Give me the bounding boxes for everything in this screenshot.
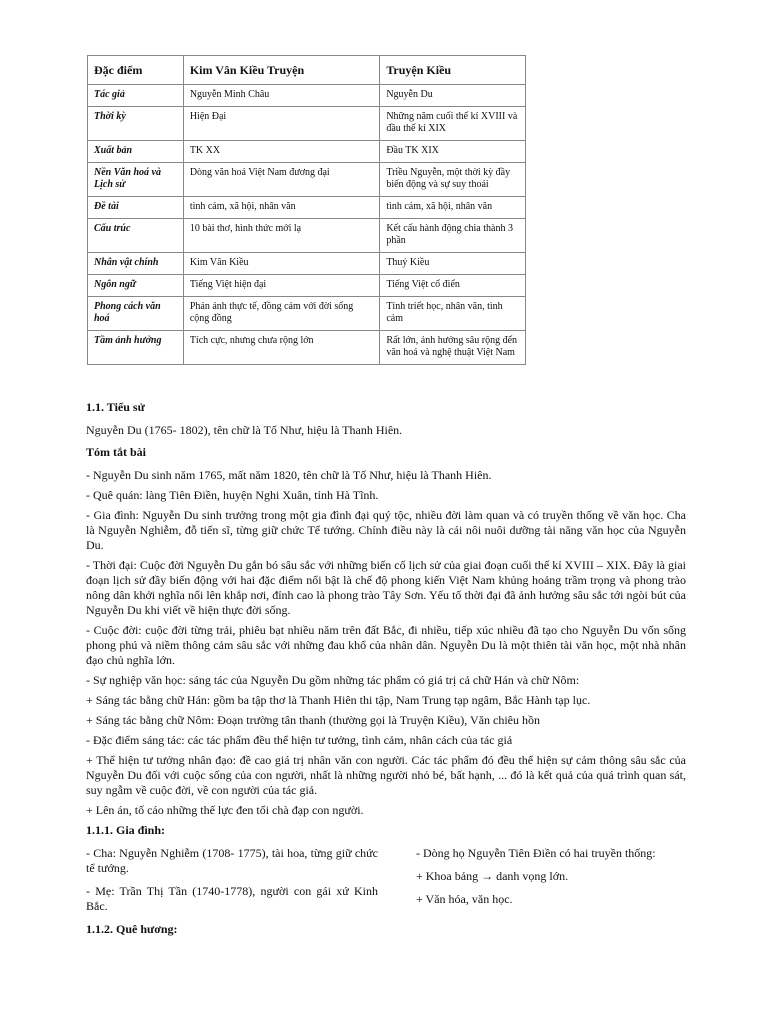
paragraph: + Thể hiện tư tưởng nhân đạo: đề cao giá trị nhân văn con người. Các tác phẩm đó đều thể hiện sự cảm thông sâu sắc của Nguyễn Du đối với cuộc sống của con người, nhất là những người nhỏ bé, bất hạnh, ... đó là kết quả của quá trình quan sát, suy ngẫm về cuộc đời, về con người của tác giả. [86,753,686,797]
subsection-heading: 1.1.1. Gia đình: [86,823,166,837]
table-row [88,107,526,141]
table-row [88,197,526,219]
left-column [86,846,378,922]
table-cell: TK XX [183,141,380,163]
subsection-heading: 1.1.2. Quê hương: [86,922,178,936]
two-column-block [86,846,686,922]
table-cell: Kim Vân Kiều [183,253,380,275]
table-cell: Nền Văn hoá và Lịch sử [88,163,184,197]
right-column [416,846,686,922]
table-cell: Nhân vật chính [88,253,184,275]
table-cell: Tác giả [88,85,184,107]
list-item: - Mẹ: Trần Thị Tần (1740-1778), người con gái xứ Kinh Bắc. [86,884,378,913]
comparison-table [87,55,526,365]
table-header-cell: Kim Vân Kiều Truyện [183,56,380,85]
table-cell: Triều Nguyễn, một thời kỳ đầy biến động và sự suy thoái [380,163,526,197]
table-cell: Ngôn ngữ [88,275,184,297]
paragraph: - Đặc điểm sáng tác: các tác phẩm đều thể hiện tư tưởng, tình cảm, nhân cách của tác giả [86,733,513,747]
table-row [88,331,526,365]
table-cell: Tiếng Việt hiện đại [183,275,380,297]
table-cell: Tính triết học, nhân văn, tình cảm [380,297,526,331]
paragraph: - Sự nghiệp văn học: sáng tác của Nguyễn Du gồm những tác phẩm có giá trị cả chữ Hán và chữ Nôm: [86,673,580,687]
list-item: - Dòng họ Nguyễn Tiên Điền có hai truyền thống: [416,846,656,860]
table-cell: Xuất bản [88,141,184,163]
table-cell: Cấu trúc [88,219,184,253]
table-row [88,219,526,253]
table-cell: Những năm cuối thế kỉ XVIII và đầu thế kỉ XIX [380,107,526,141]
table-cell: Đầu TK XIX [380,141,526,163]
table-cell: Tiếng Việt cổ điển [380,275,526,297]
table-cell: Tích cực, nhưng chưa rộng lớn [183,331,380,365]
table-row [88,253,526,275]
table-header-row [88,56,526,85]
table-row [88,85,526,107]
list-item: + Khoa bảng → danh vọng lớn. [416,869,569,883]
table-header-cell: Đặc điểm [88,56,184,85]
table-cell: Nguyễn Du [380,85,526,107]
table-cell: Hiện Đại [183,107,380,141]
paragraph: + Sáng tác bằng chữ Nôm: Đoạn trường tân thanh (thường gọi là Truyện Kiều), Văn chiêu hồn [86,713,541,727]
table-row [88,163,526,197]
paragraph: - Quê quán: làng Tiên Điền, huyện Nghi Xuân, tỉnh Hà Tĩnh. [86,488,379,502]
table-row [88,275,526,297]
paragraph: + Sáng tác bằng chữ Hán: gồm ba tập thơ là Thanh Hiên thi tập, Nam Trung tạp ngâm, Bắc Hành tạp lục. [86,693,591,707]
table-cell: Rất lớn, ảnh hưởng sâu rộng đến văn hoá và nghệ thuật Việt Nam [380,331,526,365]
table-cell: Thời kỳ [88,107,184,141]
table-cell: Kết cấu hành động chia thành 3 phần [380,219,526,253]
intro-paragraph: Nguyễn Du (1765- 1802), tên chữ là Tố Như, hiệu là Thanh Hiên. [86,423,403,437]
paragraph: + Lên án, tố cáo những thế lực đen tối chà đạp con người. [86,803,364,817]
table-cell: Nguyễn Minh Châu [183,85,380,107]
table-row [88,141,526,163]
table-cell: tình cảm, xã hội, nhân văn [183,197,380,219]
table-cell: Đề tài [88,197,184,219]
table-cell: Phong cách văn hoá [88,297,184,331]
document-body [86,400,686,945]
list-item: + Văn hóa, văn học. [416,892,513,906]
paragraph: - Nguyễn Du sinh năm 1765, mất năm 1820, tên chữ là Tố Như, hiệu là Thanh Hiên. [86,468,492,482]
list-item: - Cha: Nguyễn Nghiễm (1708- 1775), tài hoa, từng giữ chức tể tướng. [86,846,378,875]
paragraph: - Thời đại: Cuộc đời Nguyễn Du gắn bó sâu sắc với những biến cố lịch sử của giai đoạn cuối thế kỉ XVIII – XIX. Đây là giai đoạn lịch sử đầy biến động với hai đặc điểm nổi bật là chế độ phong kiến Việt Nam khủng hoảng trầm trọng và phong trào nông dân khởi nghĩa nổi lên khắp nơi, đỉnh cao là phong trào Tây Sơn. Yếu tố thời đại đã ảnh hưởng sâu sắc tới ngòi bút của Nguyễn Du khi viết về hiện thực đời sống. [86,558,686,617]
table-header-cell: Truyện Kiều [380,56,526,85]
table-cell: Phản ánh thực tế, đồng cảm với đời sống cộng đồng [183,297,380,331]
table-cell: 10 bài thơ, hình thức mới lạ [183,219,380,253]
paragraph: - Gia đình: Nguyễn Du sinh trưởng trong một gia đình đại quý tộc, nhiều đời làm quan và có truyền thống về văn học. Cha là Nguyễn Nghiễm, đỗ tiến sĩ, từng giữ chức Tể tướng. Chính điều này là cái nôi nuôi dưỡng tài năng văn học của Nguyễn Du. [86,508,686,552]
table-cell: Thuý Kiều [380,253,526,275]
summary-heading: Tóm tắt bài [86,445,146,459]
table-cell: tình cảm, xã hội, nhân văn [380,197,526,219]
section-heading: 1.1. Tiểu sử [86,400,145,414]
table-row [88,297,526,331]
table-cell: Dòng văn hoá Việt Nam đương đại [183,163,380,197]
table-cell: Tầm ảnh hưởng [88,331,184,365]
paragraph: - Cuộc đời: cuộc đời từng trải, phiêu bạt nhiều năm trên đất Bắc, đi nhiều, tiếp xúc nhiều đã tạo cho Nguyễn Du vốn sống phong phú và niềm thông cảm sâu sắc với những đau khổ của nhân dân. Nguyễn Du là một thiên tài văn học, một nhà nhân đạo chủ nghĩa lớn. [86,623,686,667]
